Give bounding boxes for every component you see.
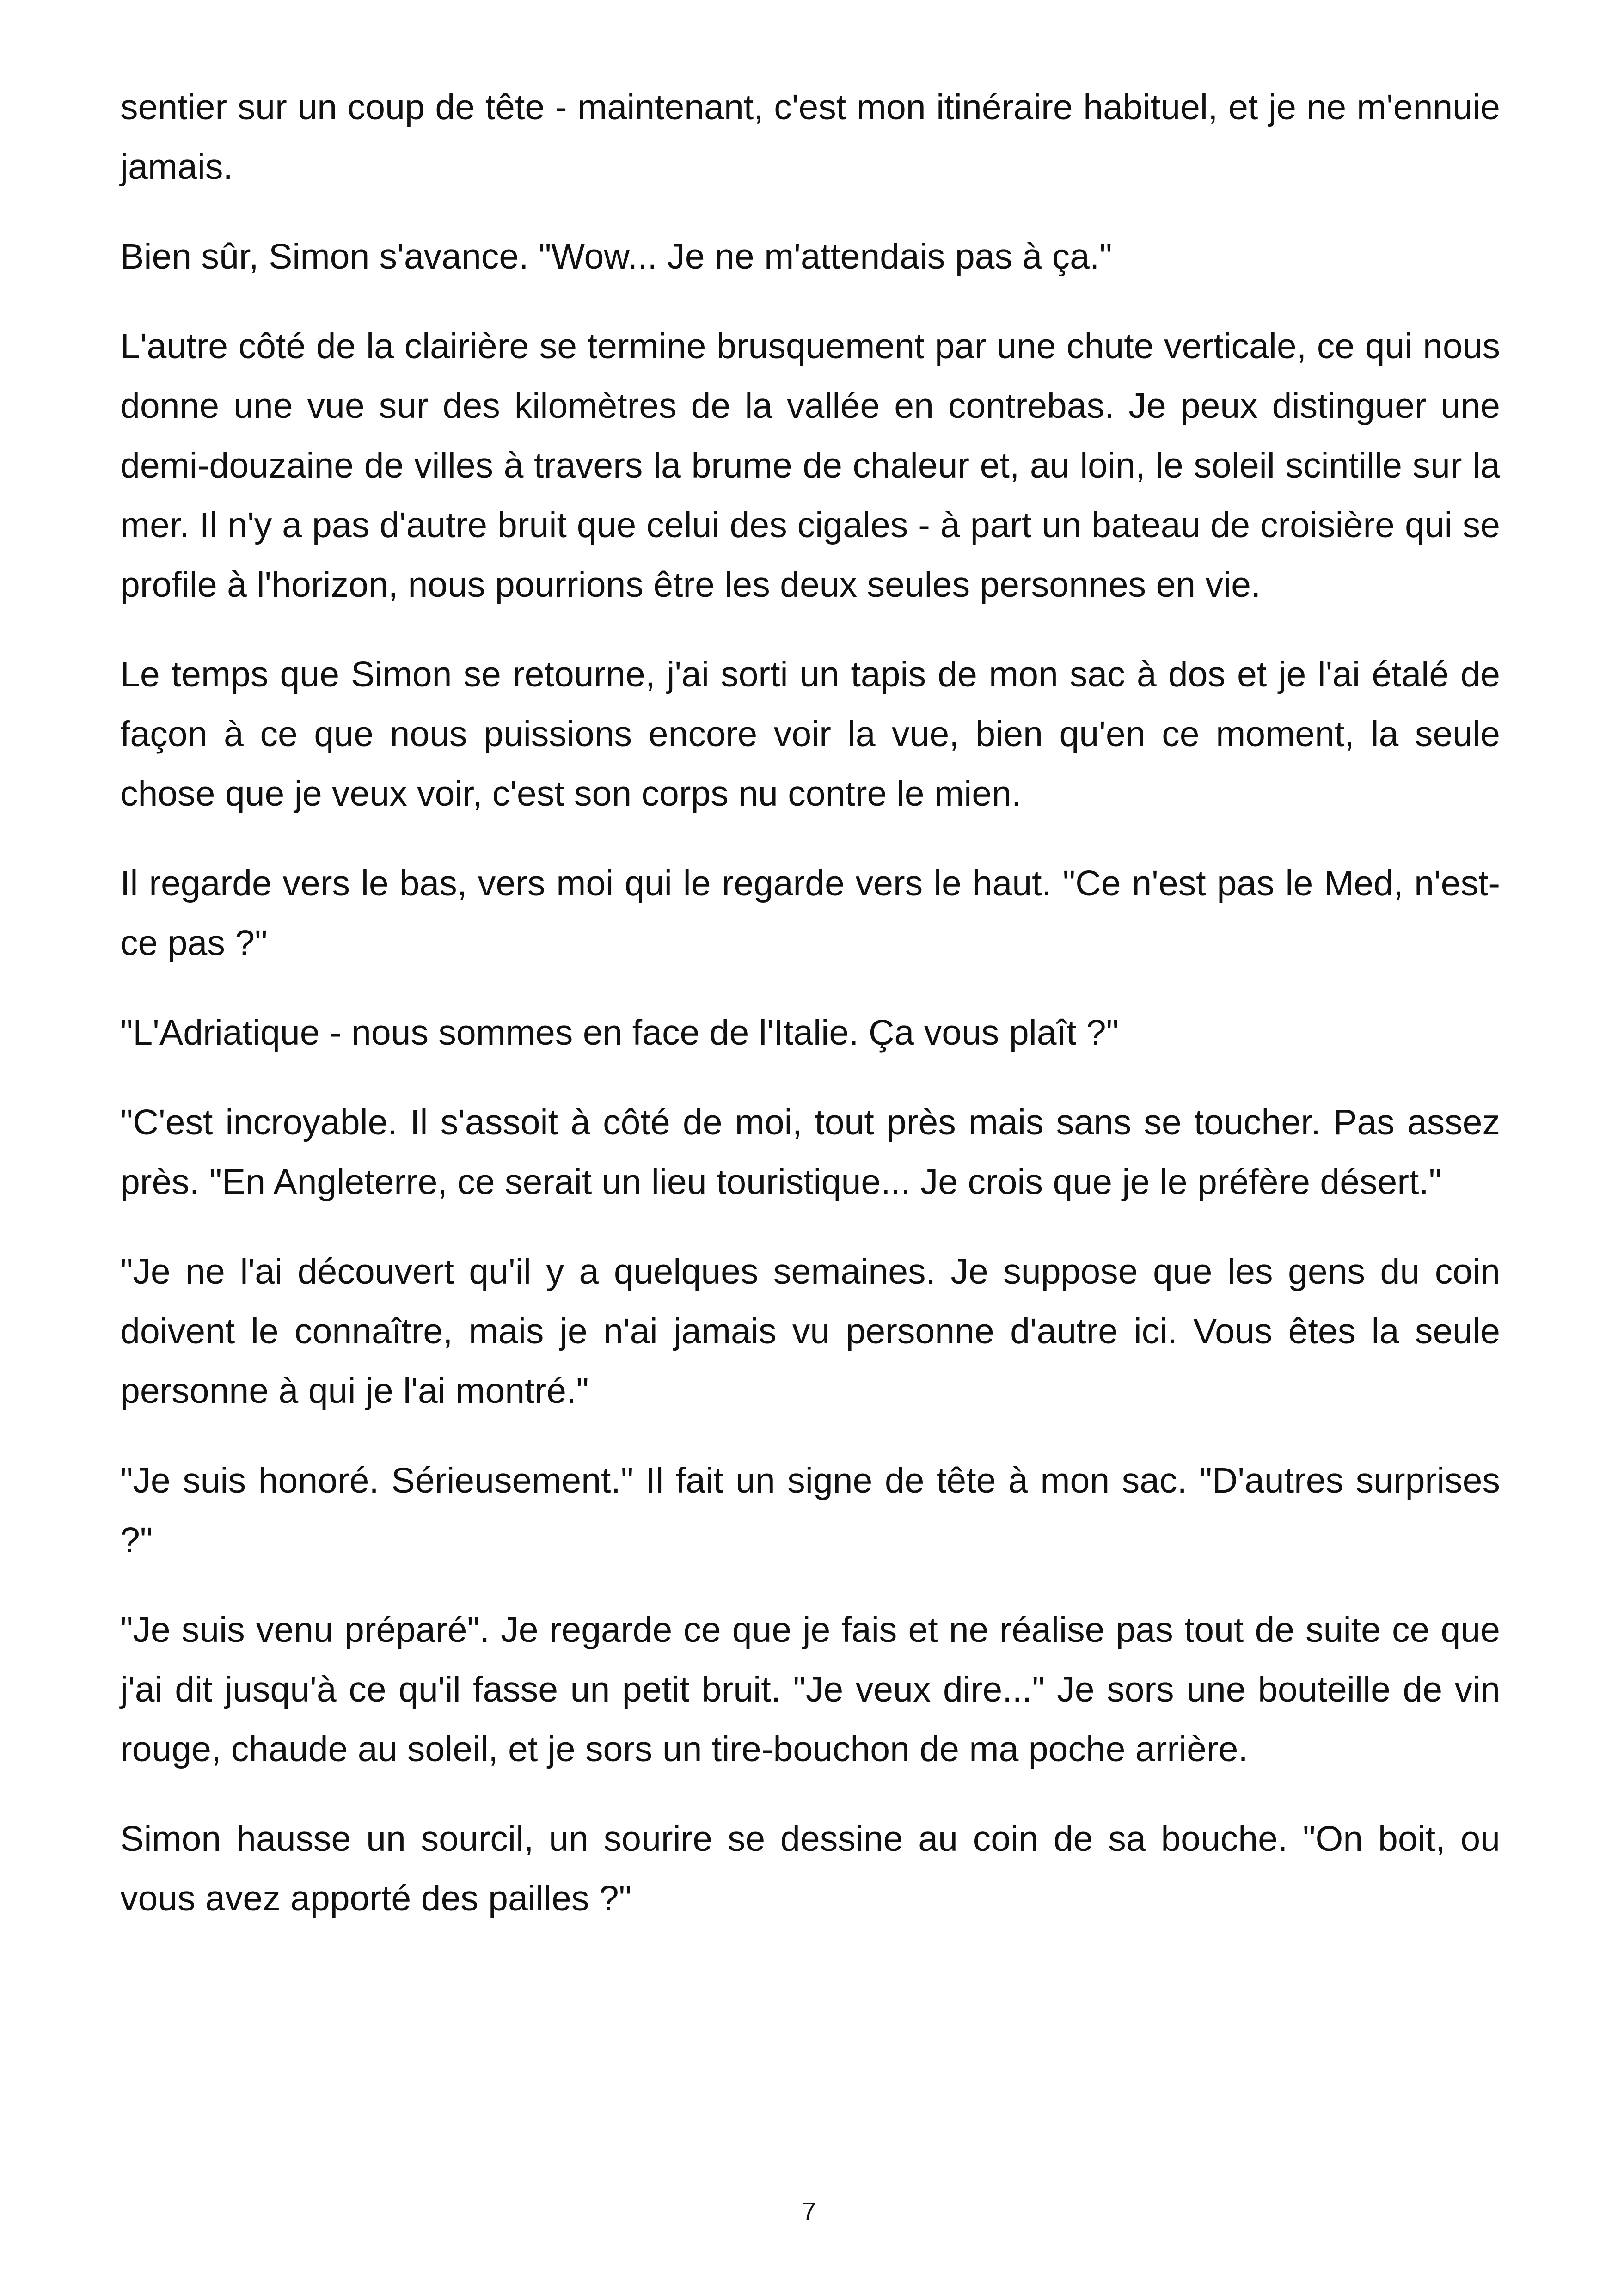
paragraph: "C'est incroyable. Il s'assoit à côté de moi, tout près mais sans se toucher. Pas assez près. "En Angleterre, ce serait un lieu touristique... Je crois que je le préfère désert." (120, 1102, 1500, 1202)
paragraph: sentier sur un coup de tête - maintenant, c'est mon itinéraire habituel, et je ne m'ennuie jamais. (120, 87, 1500, 187)
paragraph: L'autre côté de la clairière se termine brusquement par une chute verticale, ce qui nous donne une vue sur des kilomètres de la vallée en contrebas. Je peux distinguer une demi-douzaine de villes à travers la brume de chaleur et, au loin, le soleil scintille sur la mer. Il n'y a pas d'autre bruit que celui des cigales - à part un bateau de croisière qui se profile à l'horizon, nous pourrions être les deux seules personnes en vie. (120, 326, 1500, 605)
body-text (120, 78, 1500, 1959)
paragraph: Bien sûr, Simon s'avance. "Wow... Je ne m'attendais pas à ça." (120, 237, 1112, 276)
paragraph: "L'Adriatique - nous sommes en face de l'Italie. Ça vous plaît ?" (120, 1013, 1119, 1053)
paragraph: "Je suis venu préparé". Je regarde ce que je fais et ne réalise pas tout de suite ce que j'ai dit jusqu'à ce qu'il fasse un petit bruit. "Je veux dire..." Je sors une bouteille de vin rouge, chaude au soleil, et je sors un tire-bouchon de ma poche arrière. (120, 1610, 1500, 1769)
paragraph: Simon hausse un sourcil, un sourire se dessine au coin de sa bouche. "On boit, ou vous avez apporté des pailles ?" (120, 1819, 1500, 1918)
paragraph: Il regarde vers le bas, vers moi qui le regarde vers le haut. "Ce n'est pas le Med, n'est-ce pas ?" (120, 863, 1500, 963)
paragraph: Le temps que Simon se retourne, j'ai sorti un tapis de mon sac à dos et je l'ai étalé de façon à ce que nous puissions encore voir la vue, bien qu'en ce moment, la seule chose que je veux voir, c'est son corps nu contre le mien. (120, 655, 1500, 814)
page-number: 7 (802, 2198, 816, 2225)
paragraph: "Je ne l'ai découvert qu'il y a quelques semaines. Je suppose que les gens du coin doivent le connaître, mais je n'ai jamais vu personne d'autre ici. Vous êtes la seule personne à qui je l'ai montré." (120, 1252, 1500, 1411)
paragraph: "Je suis honoré. Sérieusement." Il fait un signe de tête à mon sac. "D'autres surprises ?" (120, 1461, 1500, 1560)
